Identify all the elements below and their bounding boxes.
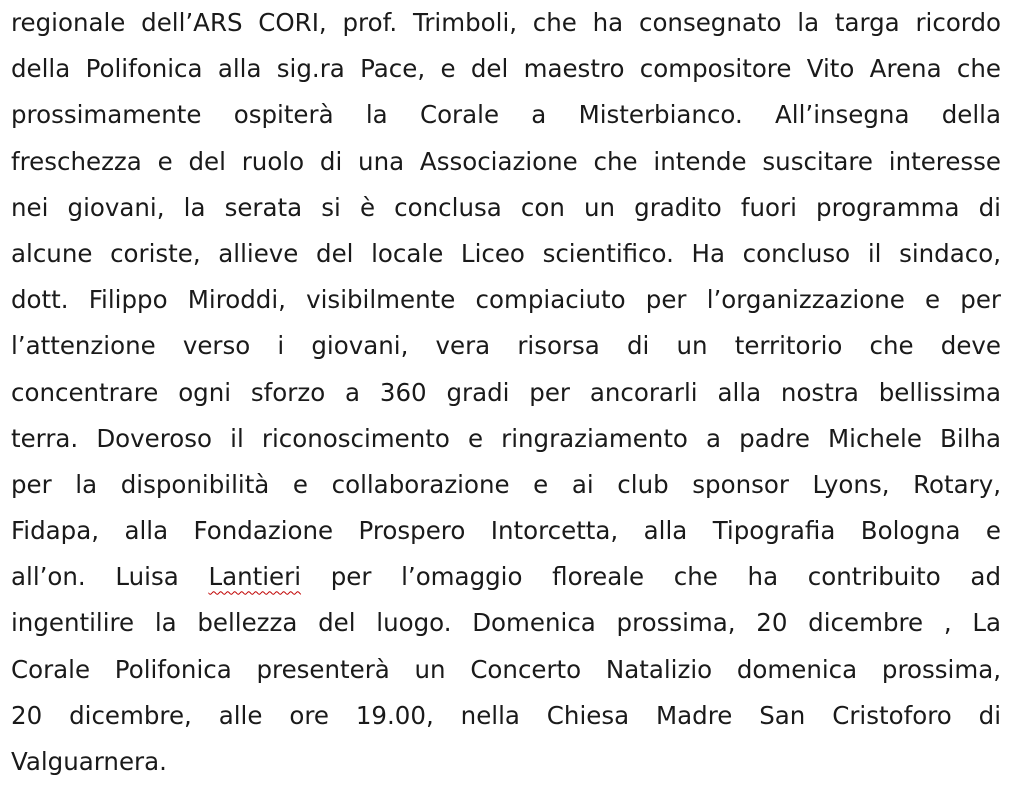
text-line-7: dott. Filippo Miroddi, visibilmente compiaciuto per l’organizzazione e per [11, 285, 1001, 315]
text-line-17: Valguarnera. [11, 747, 167, 776]
text-line-13 [11, 554, 1001, 600]
article-text [11, 0, 1001, 785]
text-line-16: 20 dicembre, alle ore 19.00, nella Chiesa Madre San Cristoforo di [11, 700, 1001, 730]
text-line-2: della Polifonica alla sig.ra Pace, e del maestro compositore Vito Arena che [11, 54, 1001, 84]
text-line-6: alcune coriste, allieve del locale Liceo scientifico. Ha concluso il sindaco, [11, 238, 1001, 268]
text-line-10: terra. Doveroso il riconoscimento e ringraziamento a padre Michele Bilha [11, 423, 1001, 453]
text-line-3: prossimamente ospiterà la Corale a Misterbianco. All’insegna della [11, 100, 1001, 130]
text-line-8: l’attenzione verso i giovani, vera risorsa di un territorio che deve [11, 331, 1001, 361]
text-line-11: per la disponibilità e collaborazione e ai club sponsor Lyons, Rotary, [11, 469, 1001, 499]
text-line-13-after: per l’omaggio floreale che ha contribuito ad [301, 562, 1001, 592]
text-line-9: concentrare ogni sforzo a 360 gradi per ancorarli alla nostra bellissima [11, 377, 1001, 407]
text-line-14: ingentilire la bellezza del luogo. Domenica prossima, 20 dicembre , La [11, 608, 1001, 638]
text-line-1: regionale dell’ARS CORI, prof. Trimboli, che ha consegnato la targa ricordo [11, 8, 1001, 37]
text-line-12: Fidapa, alla Fondazione Prospero Intorcetta, alla Tipografia Bologna e [11, 516, 1001, 546]
text-line-4: freschezza e del ruolo di una Associazione che intende suscitare interesse [11, 146, 1001, 176]
spellcheck-flagged-word[interactable]: Lantieri [208, 562, 302, 592]
text-line-5: nei giovani, la serata si è conclusa con un gradito fuori programma di [11, 192, 1001, 222]
text-line-15: Corale Polifonica presenterà un Concerto Natalizio domenica prossima, [11, 654, 1001, 684]
text-line-13-before: all’on. Luisa [11, 562, 209, 592]
